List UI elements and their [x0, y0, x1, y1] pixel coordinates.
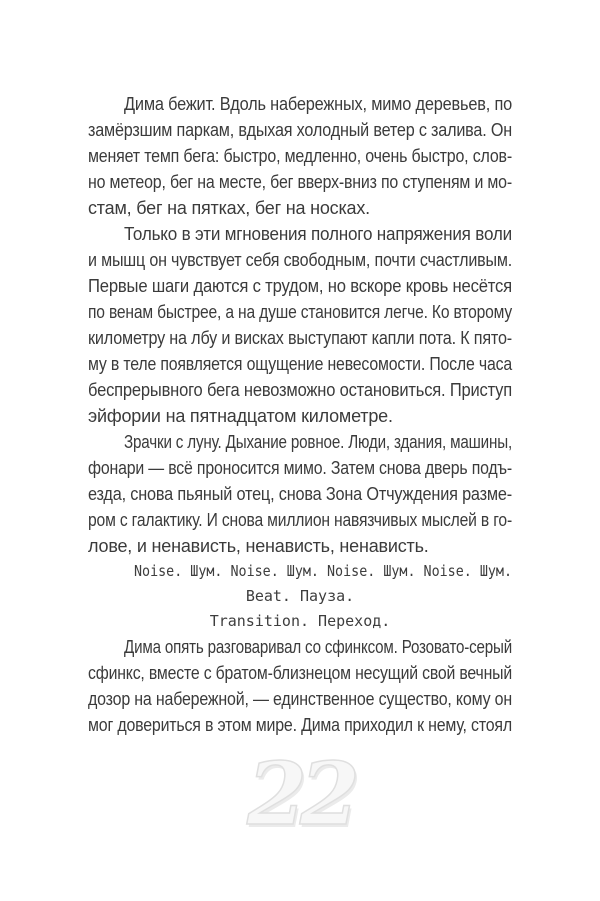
- typewriter-line: [88, 584, 512, 609]
- text-line: [88, 507, 512, 533]
- text-line: [88, 686, 512, 712]
- text-line: [88, 273, 512, 299]
- text-line-content: дозор на набережной, — единственное существо, кому он: [88, 689, 512, 709]
- text-line: [88, 195, 512, 221]
- text-line: [88, 169, 512, 195]
- paragraph: [88, 221, 512, 429]
- text-line: [88, 143, 512, 169]
- text-line-content: эйфории на пятнадцатом километре.: [88, 406, 393, 426]
- text-line: [88, 377, 512, 403]
- text-block: [88, 91, 512, 738]
- text-line: [88, 712, 512, 738]
- text-line-content: беспрерывного бега невозможно остановиться. Приступ: [88, 380, 512, 400]
- text-line: [88, 91, 512, 117]
- text-line: [88, 533, 512, 559]
- text-line-content: километру на лбу и висках выступают капли пота. К пято-: [88, 328, 512, 348]
- text-line-content: Зрачки с луну. Дыхание ровное. Люди, здания, машины,: [124, 432, 512, 452]
- paragraph: [88, 429, 512, 559]
- typewriter-paragraph: [88, 559, 512, 634]
- text-line: [88, 299, 512, 325]
- text-line-content: стам, бег на пятках, бег на носках.: [88, 198, 370, 218]
- text-line-content: Первые шаги даются с трудом, но вскоре кровь несётся: [88, 276, 512, 296]
- text-line-content: Дима бежит. Вдоль набережных, мимо деревьев, по: [124, 94, 512, 114]
- text-line-content: лове, и ненависть, ненависть, ненависть.: [88, 536, 429, 556]
- text-line: [88, 481, 512, 507]
- text-line: [88, 325, 512, 351]
- text-line-content: му в теле появляется ощущение невесомости. После часа: [88, 354, 512, 374]
- text-line: [88, 634, 512, 660]
- text-line-content: ром с галактику. И снова миллион навязчивых мыслей в го-: [88, 510, 512, 530]
- typewriter-line: [88, 609, 512, 634]
- text-line: [88, 247, 512, 273]
- text-line-content: сфинкс, вместе с братом-близнецом несущий свой вечный: [88, 663, 512, 683]
- text-line-content: но метеор, бег на месте, бег вверх-вниз по ступеням и мо-: [88, 172, 512, 192]
- text-line-content: фонари — всё проносится мимо. Затем снова дверь подъ-: [88, 458, 512, 478]
- text-line-content: Только в эти мгновения полного напряжения воли: [124, 224, 512, 244]
- text-line-content: по венам быстрее, а на душе становится легче. Ко второму: [88, 302, 512, 322]
- text-line-content: Дима опять разговаривал со сфинксом. Розовато-серый: [124, 637, 512, 657]
- text-line-content: Transition. Переход.: [209, 612, 391, 630]
- text-line-content: мог довериться в этом мире. Дима приходил к нему, стоял: [88, 715, 512, 735]
- text-line-content: Beat. Пауза.: [245, 587, 355, 605]
- text-line-content: езда, снова пьяный отец, снова Зона Отчуждения разме-: [88, 484, 512, 504]
- text-line: [88, 455, 512, 481]
- paragraph: [88, 91, 512, 221]
- text-line: [88, 429, 512, 455]
- text-line: [88, 351, 512, 377]
- paragraph: [88, 634, 512, 738]
- text-line: [88, 403, 512, 429]
- page-number: 22: [247, 744, 353, 845]
- text-line: [88, 117, 512, 143]
- text-line-content: и мышц он чувствует себя свободным, почти счастливым.: [88, 250, 512, 270]
- text-line-content: меняет темп бега: быстро, медленно, очень быстро, слов-: [88, 146, 512, 166]
- text-line-content: Noise. Шум. Noise. Шум. Noise. Шум. Noise. Шум.: [134, 562, 512, 580]
- text-line: [88, 660, 512, 686]
- text-line: [88, 221, 512, 247]
- text-line-content: замёрзшим паркам, вдыхая холодный ветер с залива. Он: [88, 120, 512, 140]
- typewriter-line: [88, 559, 512, 584]
